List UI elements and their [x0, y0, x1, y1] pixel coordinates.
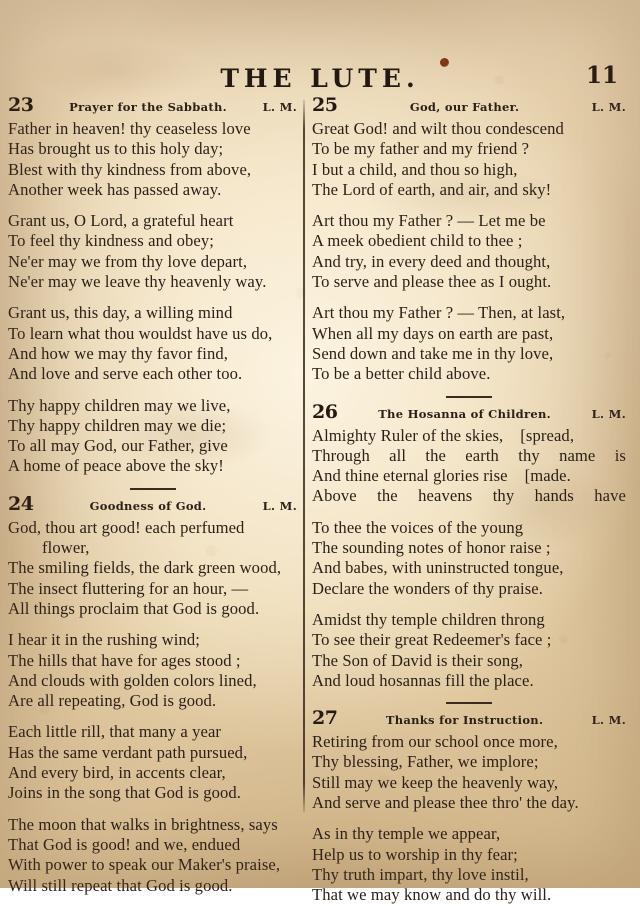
verse-line: Will still repeat that God is good.: [8, 875, 233, 895]
hymn-separator-rule: [446, 702, 492, 704]
verse-line: Thy happy children may we die;: [8, 415, 227, 435]
verse-line: And love and serve each other too.: [8, 364, 243, 384]
page-number: 11: [585, 62, 618, 89]
verse-line: God, thou art good! each perfumed: [8, 517, 245, 537]
verse-line: Has brought us to this holy day;: [8, 139, 224, 159]
stanza: [312, 119, 626, 200]
text-columns: [0, 94, 640, 905]
right-column: [303, 94, 640, 905]
verse-line: Great God! and wilt thou condescend: [312, 119, 564, 138]
verse-line: Joins in the song that God is good.: [8, 783, 242, 803]
hymn-heading: [312, 709, 626, 731]
stanza: [312, 518, 626, 599]
verse-line: The Lord of earth, and air, and sky!: [312, 179, 552, 199]
stanza: [8, 722, 297, 803]
verse-line: To serve and please thee as I ought.: [312, 272, 552, 292]
stanza: [312, 303, 626, 384]
stanza: [312, 211, 626, 292]
stanza: [8, 630, 297, 711]
verse-line: And every bird, in accents clear,: [8, 763, 226, 783]
stanza: [8, 303, 297, 384]
verse-line: A home of peace above the sky!: [8, 456, 224, 476]
stanza: [312, 426, 626, 507]
verse-line: Art thou my Father ? — Let me be: [312, 211, 546, 231]
verse-line: The smiling fields, the dark green wood,: [8, 558, 282, 578]
stanza: [312, 732, 626, 813]
hymn-meter: L. M.: [591, 100, 626, 114]
stanza: [312, 824, 626, 905]
verse-line: Amidst thy temple children throng: [312, 609, 545, 629]
verse-line: Grant us, this day, a willing mind: [8, 303, 233, 323]
left-column: [0, 94, 303, 895]
hymn-separator-rule: [446, 396, 492, 398]
hymn-number: 26: [312, 400, 338, 423]
verse-line: Thy blessing, Father, we implore;: [312, 752, 539, 772]
hymn-topic: The Hosanna of Children.: [378, 406, 551, 421]
hymn-number: 23: [8, 94, 34, 116]
verse-line: And loud hosannas fill the place.: [312, 670, 534, 690]
hymn-topic: God, our Father.: [409, 100, 520, 114]
verse-line: Send down and take me in thy love,: [312, 343, 554, 363]
verse-line: And try, in every deed and thought,: [312, 251, 551, 271]
hymn-heading: [312, 96, 626, 118]
verse-line: Still may we keep the heavenly way,: [312, 772, 559, 792]
verse-line: To learn what thou wouldst have us do,: [8, 323, 273, 343]
verse-line: To thee the voices of the young: [312, 517, 524, 537]
verse-line: To be a better child above.: [312, 364, 491, 384]
verse-line: The moon that walks in brightness, says: [8, 814, 278, 834]
hymn-meter: L. M.: [262, 100, 297, 114]
verse-line: As in thy temple we appear,: [312, 824, 501, 844]
stanza: [8, 211, 297, 292]
stanza: [8, 815, 297, 896]
verse-line: I hear it in the rushing wind;: [8, 630, 200, 650]
page-header: [0, 64, 640, 96]
verse-line: The Son of David is their song,: [312, 650, 523, 670]
verse-line: That we may know and do thy will.: [312, 885, 552, 905]
verse-line: Thy happy children may we live,: [8, 395, 231, 415]
verse-line: And how we may thy favor find,: [8, 343, 229, 363]
verse-line: The sounding notes of honor raise ;: [312, 538, 551, 558]
verse-line: To be my father and my friend ?: [312, 139, 530, 159]
verse-line: To see their great Redeemer's face ;: [312, 630, 552, 650]
verse-line: Art thou my Father ? — Then, at last,: [312, 303, 566, 323]
verse-line: And babes, with uninstructed tongue,: [312, 558, 564, 578]
verse-line: I but a child, and thou so high,: [312, 159, 518, 179]
verse-line: To feel thy kindness and obey;: [8, 231, 214, 251]
verse-line: Another week has passed away.: [8, 179, 222, 199]
verse-line: And serve and please thee thro' the day.: [312, 793, 579, 813]
hymn-heading: [8, 492, 297, 517]
verse-line: flower,: [42, 538, 90, 558]
verse-line: Has the same verdant path pursued,: [8, 742, 248, 762]
verse-line: Declare the wonders of thy praise.: [312, 578, 544, 598]
verse-line: Grant us, O Lord, a grateful heart: [8, 211, 234, 231]
hymn-number: 24: [8, 492, 34, 515]
verse-line: All things proclaim that God is good.: [8, 598, 260, 618]
hymn-meter: L. M.: [591, 406, 626, 421]
verse-line: That God is good! and we, endued: [8, 834, 241, 854]
hymn-number: 25: [312, 94, 338, 116]
hymn-number: 27: [312, 707, 338, 730]
hymn-heading: [8, 96, 297, 118]
verse-line: The insect fluttering for an hour, —: [8, 578, 249, 598]
stanza: [8, 396, 297, 477]
hymn-topic: Thanks for Instruction.: [385, 713, 544, 728]
page-title: THE LUTE.: [220, 64, 420, 93]
stanza: [8, 518, 297, 619]
verse-line: Help us to worship in thy fear;: [312, 844, 518, 864]
hymn-heading: [312, 400, 626, 425]
verse-line: Blest with thy kindness from above,: [8, 159, 252, 179]
stanza: [8, 119, 297, 200]
stanza: [312, 610, 626, 691]
hymn-topic: Goodness of God.: [89, 498, 207, 513]
verse-line: Ne'er may we leave thy heavenly way.: [8, 272, 267, 292]
verse-line: Retiring from our school once more,: [312, 732, 558, 752]
verse-line: And clouds with golden colors lined,: [8, 670, 257, 690]
verse-line: A meek obedient child to thee ;: [312, 231, 523, 251]
verse-line: To all may God, our Father, give: [8, 436, 228, 456]
verse-line: With power to speak our Maker's praise,: [8, 855, 281, 875]
verse-line: The hills that have for ages stood ;: [8, 650, 241, 670]
verse-line: Through all the earth thy name is: [312, 445, 626, 465]
hymn-topic: Prayer for the Sabbath.: [69, 100, 227, 114]
hymn-separator-rule: [130, 488, 176, 490]
hymn-meter: L. M.: [591, 713, 626, 728]
verse-line: Are all repeating, God is good.: [8, 691, 217, 711]
verse-line: When all my days on earth are past,: [312, 323, 554, 343]
verse-line: Above the heavens thy hands have: [312, 486, 626, 506]
verse-line: Father in heaven! thy ceaseless love: [8, 119, 251, 138]
verse-line: Thy truth impart, thy love instil,: [312, 864, 529, 884]
verse-line: And thine eternal glories rise [made.: [312, 466, 571, 486]
verse-line: Each little rill, that many a year: [8, 722, 222, 742]
hymn-meter: L. M.: [262, 498, 297, 513]
verse-line: Ne'er may we from thy love depart,: [8, 251, 248, 271]
verse-line: Almighty Ruler of the skies, [spread,: [312, 425, 575, 445]
